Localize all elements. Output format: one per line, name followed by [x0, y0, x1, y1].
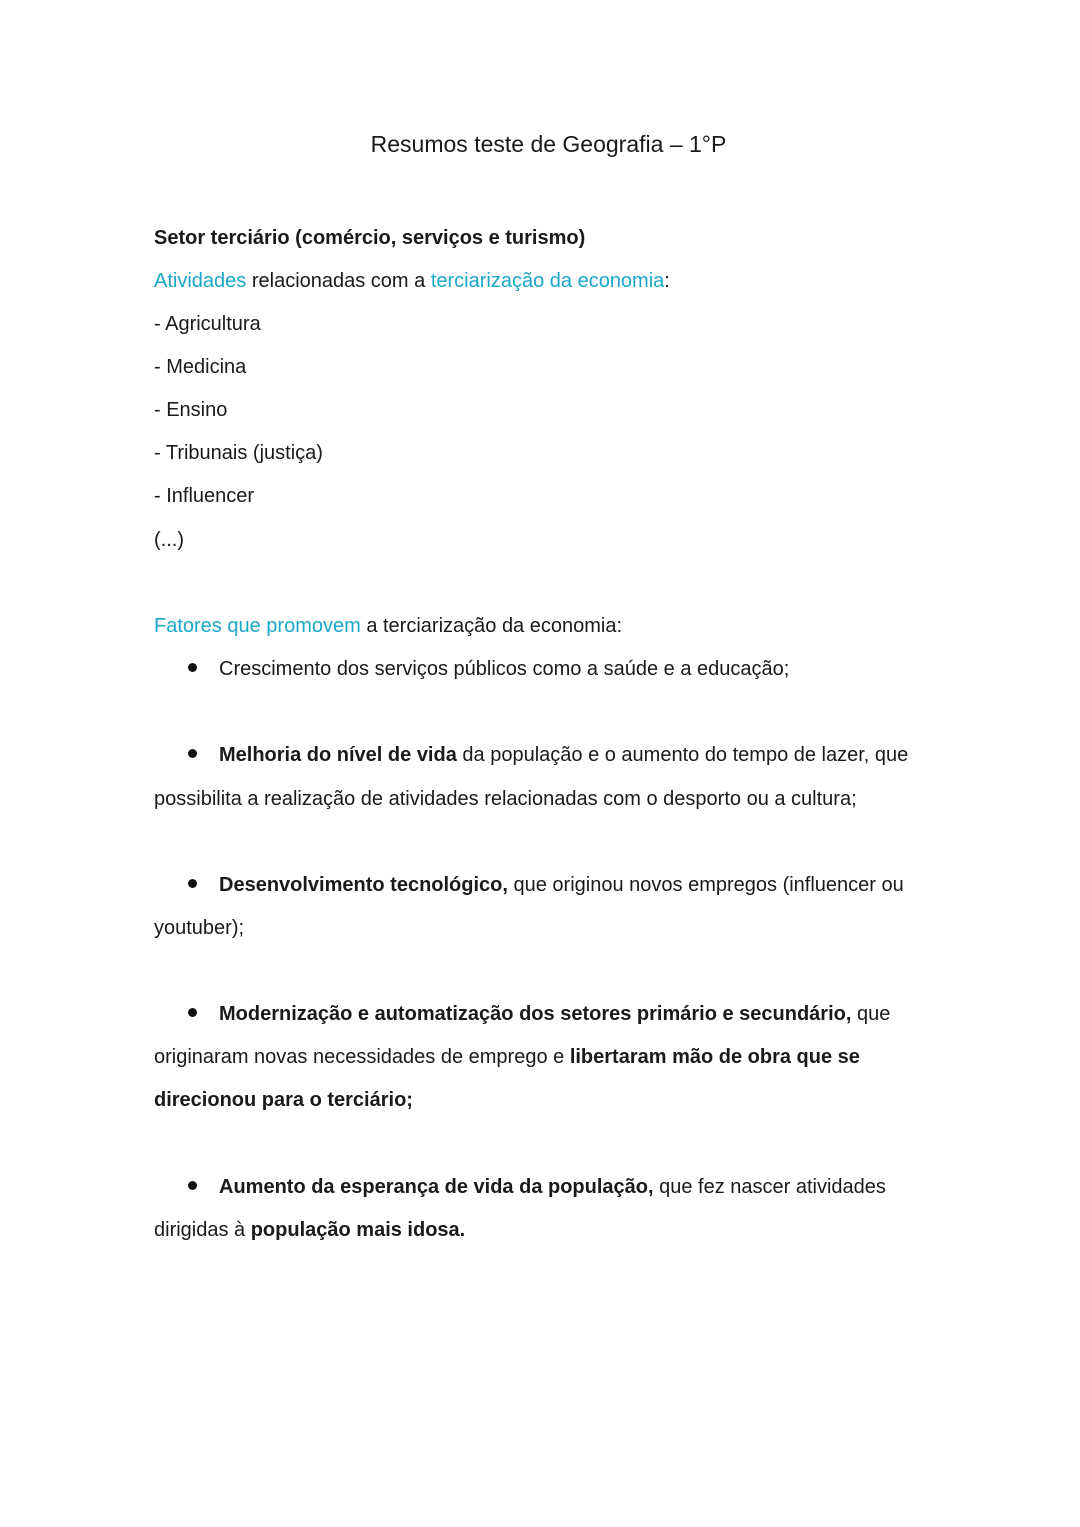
bullet-icon: [188, 1008, 197, 1017]
list-item: - Ensino: [154, 399, 228, 421]
accent-text: terciarização da economia: [430, 270, 665, 292]
factor-continuation: direcionou para o terciário;: [154, 1089, 413, 1111]
factor-item: Crescimento dos serviços públicos como a saúde e a educação;: [188, 655, 789, 683]
accent-text: Fatores que promovem: [154, 615, 361, 637]
page-title: Resumos teste de Geografia – 1°P: [370, 131, 727, 157]
factor-item: Aumento da esperança de vida da população, que fez nascer atividades: [188, 1173, 886, 1201]
bullet-icon: [188, 1181, 197, 1190]
factor-continuation: dirigidas à população mais idosa.: [154, 1219, 466, 1241]
section-heading: Setor terciário (comércio, serviços e turismo): [154, 227, 586, 249]
bullet-icon: [188, 663, 197, 672]
factor-item: Melhoria do nível de vida da população e o aumento do tempo de lazer, que: [188, 741, 908, 769]
factors-intro: Fatores que promovem a terciarização da economia:: [154, 615, 623, 637]
accent-text: Atividades: [154, 270, 247, 292]
list-item: - Medicina: [154, 356, 247, 378]
list-item: - Agricultura: [154, 313, 261, 335]
factor-item: Modernização e automatização dos setores primário e secundário, que: [188, 1000, 890, 1028]
activities-intro: Atividades relacionadas com a terciarização da economia:: [154, 270, 670, 292]
factor-continuation: possibilita a realização de atividades relacionadas com o desporto ou a cultura;: [154, 788, 857, 810]
factor-continuation: youtuber);: [154, 917, 245, 939]
bullet-icon: [188, 749, 197, 758]
bullet-icon: [188, 879, 197, 888]
factor-item: Desenvolvimento tecnológico, que originou novos empregos (influencer ou: [188, 871, 904, 899]
list-item: - Influencer: [154, 485, 255, 507]
factor-continuation: originaram novas necessidades de emprego e libertaram mão de obra que se: [154, 1046, 860, 1068]
list-item: - Tribunais (justiça): [154, 442, 323, 464]
list-item: (...): [154, 529, 184, 551]
